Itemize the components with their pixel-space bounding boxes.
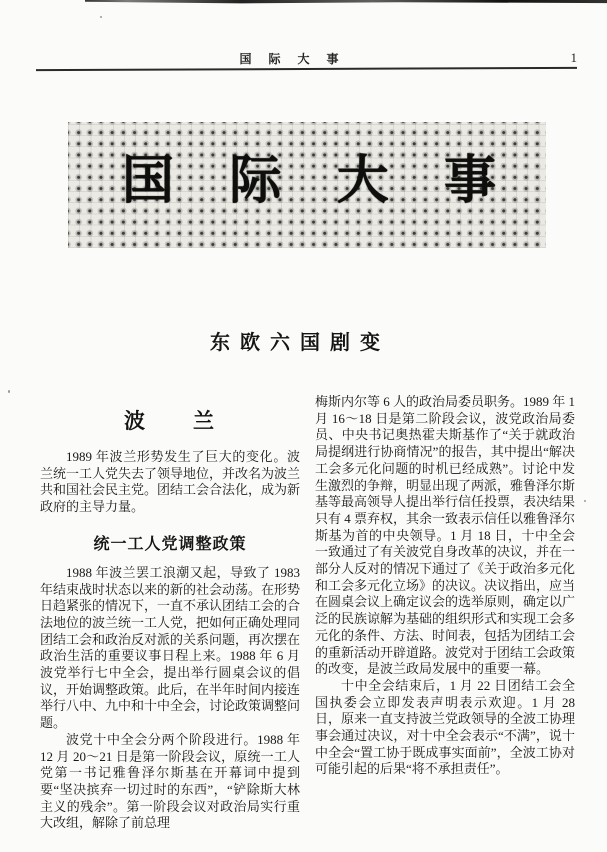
right-column: [315, 392, 575, 832]
paragraph: 梅斯内尔等 6 人的政治局委员职务。1989 年 1 月 16～18 日是第二阶段会议，波党政治局委员、中央书记奥热霍夫斯基作了“关于就政治局提纲进行协商情况”的报告，其中提出“解决工会多元化问题的时机已经成熟”。讨论中发生激烈的争辩，明显出现了两派，雅鲁泽尔斯基等最高领导人提出举行信任投票，表决结果只有 4 票弃权，其余一致表示信任以雅鲁泽尔斯基为首的中央领导。1 月 18 日，十中全会一致通过了有关波党自身改革的决议，并在一部分人反对的情况下通过了《关于政治多元化和工会多元化立场》的决议。决议指出，应当在圆桌会议上确定议会的选举原则，确定以广泛的民族谅解为基础的组织形式和实现工会多元化的条件、方法、时间表，包括为团结工会的重新活动开辟道路。波党对于团结工会政策的改变，是波兰政局发展中的重要一幕。: [315, 394, 576, 677]
scan-edge-artifact: [85, 0, 607, 4]
section-title: 东欧六国剧变: [210, 332, 390, 354]
paragraph: 1989 年波兰形势发生了巨大的变化。波兰统一工人党失去了领导地位，并改名为波兰共和国社会民主党。团结工会合法化，成为新政府的主导力量。: [40, 449, 301, 515]
text-columns: [40, 392, 575, 832]
scan-speck: [100, 16, 102, 18]
left-column: [40, 392, 300, 832]
banner-char: 大: [336, 153, 389, 210]
page-number: 1: [570, 50, 577, 65]
running-head-title: 国 际 大 事: [239, 52, 346, 66]
paragraph: 十中全会结束后，1 月 22 日团结工会全国执委会立即发表声明表示欢迎。1 月 28 日，原来一直支持波兰党政领导的全波工协理事会通过决议，对十中全会表示“不满”，说十中全会“置工协于既成事实面前”，全波工协对可能引起的后果“将不承担责任”。: [315, 677, 576, 777]
banner-char: 事: [443, 153, 496, 210]
banner-char: 国: [122, 153, 175, 210]
paragraph: 1988 年波兰罢工浪潮又起，导致了 1983 年结束战时状态以来的新的社会动荡。在形势日趋紧张的情况下，一直不承认团结工会的合法地位的波兰统一工人党，把如何正确处理同团结工会和政治反对派的关系问题，再次摆在政治生活的重要议事日程上来。1988 年 6 月波党举行七中全会，提出举行圆桌会议的倡议，开始调整政策。此后，在半年时间内接连举行八中、九中和十中全会，讨论政策调整问题。: [40, 564, 301, 731]
chapter-banner: [68, 122, 546, 248]
banner-char: 际: [229, 153, 282, 210]
scan-speck: [584, 500, 586, 502]
paragraph: 波党十中全会分两个阶段进行。1988 年 12 月 20～21 日是第一阶段会议，原统一工人党第一书记雅鲁泽尔斯基在开幕词中提到要“坚决摈弃一切过时的东西”，“铲除斯大林主义的残余”。第一阶段会议对政治局实行重大改组，解除了前总理: [40, 731, 300, 831]
scan-speck: [8, 390, 10, 393]
country-heading: 波 兰: [124, 409, 216, 433]
sub-heading: 统一工人党调整政策: [93, 535, 247, 553]
header-rule: [36, 67, 577, 71]
